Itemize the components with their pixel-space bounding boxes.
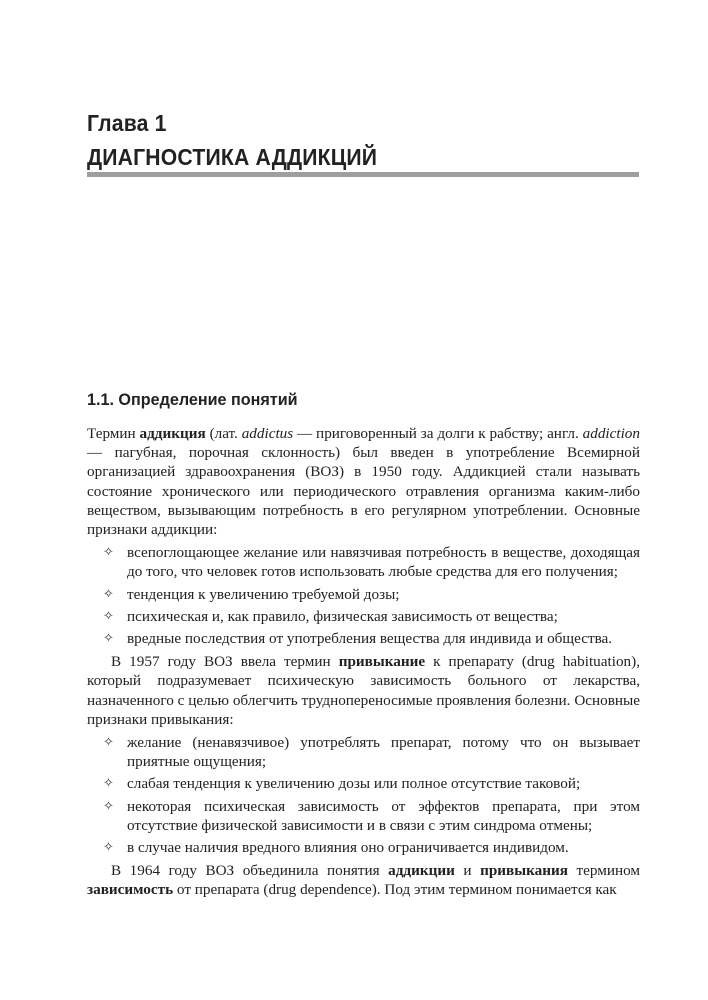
list-item-text: слабая тенденция к увеличению дозы или полное отсутствие таковой; bbox=[127, 775, 581, 793]
list-item bbox=[103, 543, 640, 581]
term-addiction: аддикции bbox=[388, 862, 455, 880]
text-run: В 1957 году ВОЗ ввела термин bbox=[111, 653, 339, 671]
list-item bbox=[103, 585, 640, 604]
bullet-icon: ✧ bbox=[103, 608, 114, 624]
habituation-signs-list bbox=[87, 733, 640, 857]
list-item-text: вредные последствия от употребления вещества для индивида и общества. bbox=[127, 630, 613, 648]
english-term: addiction bbox=[582, 425, 640, 442]
list-item-text: тенденция к увеличению требуемой дозы; bbox=[127, 585, 400, 603]
text-run: термином bbox=[567, 862, 640, 880]
term-habituation: привыкание bbox=[338, 653, 426, 671]
text-run: и bbox=[454, 862, 481, 880]
text-run: (лат. bbox=[205, 425, 242, 442]
text-run: — пагубная, порочная склонность) был введен в употребление Всемирной организацией здравоохранения (ВОЗ) в 1950 году. Аддикцией стали называть состояние хронического или периодического отравления организма каким-либо веществом, вызывающим потребность в его регулярном употреблении. Основные признаки аддикции: bbox=[87, 444, 640, 539]
body-text bbox=[87, 424, 640, 900]
text-run: от препарата (drug dependence). Под этим термином понимается как bbox=[173, 881, 617, 899]
list-item bbox=[103, 838, 640, 857]
bullet-icon: ✧ bbox=[103, 798, 114, 814]
bullet-icon: ✧ bbox=[103, 735, 114, 751]
latin-term: addictus bbox=[241, 425, 294, 442]
term-addiction: аддикция bbox=[139, 425, 206, 442]
bullet-icon: ✧ bbox=[103, 840, 114, 856]
term-dependence: зависимость bbox=[87, 881, 174, 899]
text-run: — приговоренный за долги к рабству; англ. bbox=[293, 425, 583, 442]
paragraph-habituation bbox=[87, 652, 640, 729]
term-habituation: привыкания bbox=[480, 862, 568, 880]
list-item-text: психическая и, как правило, физическая зависимость от вещества; bbox=[127, 607, 558, 625]
chapter-label: Глава 1 bbox=[87, 110, 167, 136]
text-run: Термин bbox=[87, 425, 140, 442]
paragraph-dependence bbox=[87, 861, 640, 899]
list-item bbox=[103, 733, 640, 771]
list-item bbox=[103, 607, 640, 626]
list-item-text: желание (ненавязчивое) употреблять препарат, потому что он вызывает приятные ощущения; bbox=[127, 734, 640, 771]
list-item bbox=[103, 629, 640, 648]
text-run: В 1964 году ВОЗ объединила понятия bbox=[111, 862, 389, 880]
bullet-icon: ✧ bbox=[103, 586, 114, 602]
list-item-text: всепоглощающее желание или навязчивая потребность в веществе, доходящая до того, что человек готов использовать любые средства для его получения; bbox=[127, 544, 640, 581]
bullet-icon: ✧ bbox=[103, 776, 114, 792]
text-run: к препарату (drug habituation), который подразумевает психическую зависимость больного от лекарства, назначенного с целью облегчить труднопереносимые проявления болезни. Основные признаки привыкания: bbox=[87, 653, 640, 728]
bullet-icon: ✧ bbox=[103, 545, 114, 561]
paragraph-addiction-definition bbox=[87, 424, 640, 539]
addiction-signs-list bbox=[87, 543, 640, 648]
bullet-icon: ✧ bbox=[103, 631, 114, 647]
section-heading: 1.1. Определение понятий bbox=[87, 390, 298, 409]
chapter-divider bbox=[87, 172, 639, 177]
list-item bbox=[103, 797, 640, 835]
chapter-title: ДИАГНОСТИКА АДДИКЦИЙ bbox=[87, 144, 378, 170]
list-item bbox=[103, 774, 640, 793]
list-item-text: некоторая психическая зависимость от эффектов препарата, при этом отсутствие физической зависимости и в связи с этим синдрома отмены; bbox=[127, 797, 640, 834]
list-item-text: в случае наличия вредного влияния оно ограничивается индивидом. bbox=[127, 839, 569, 857]
